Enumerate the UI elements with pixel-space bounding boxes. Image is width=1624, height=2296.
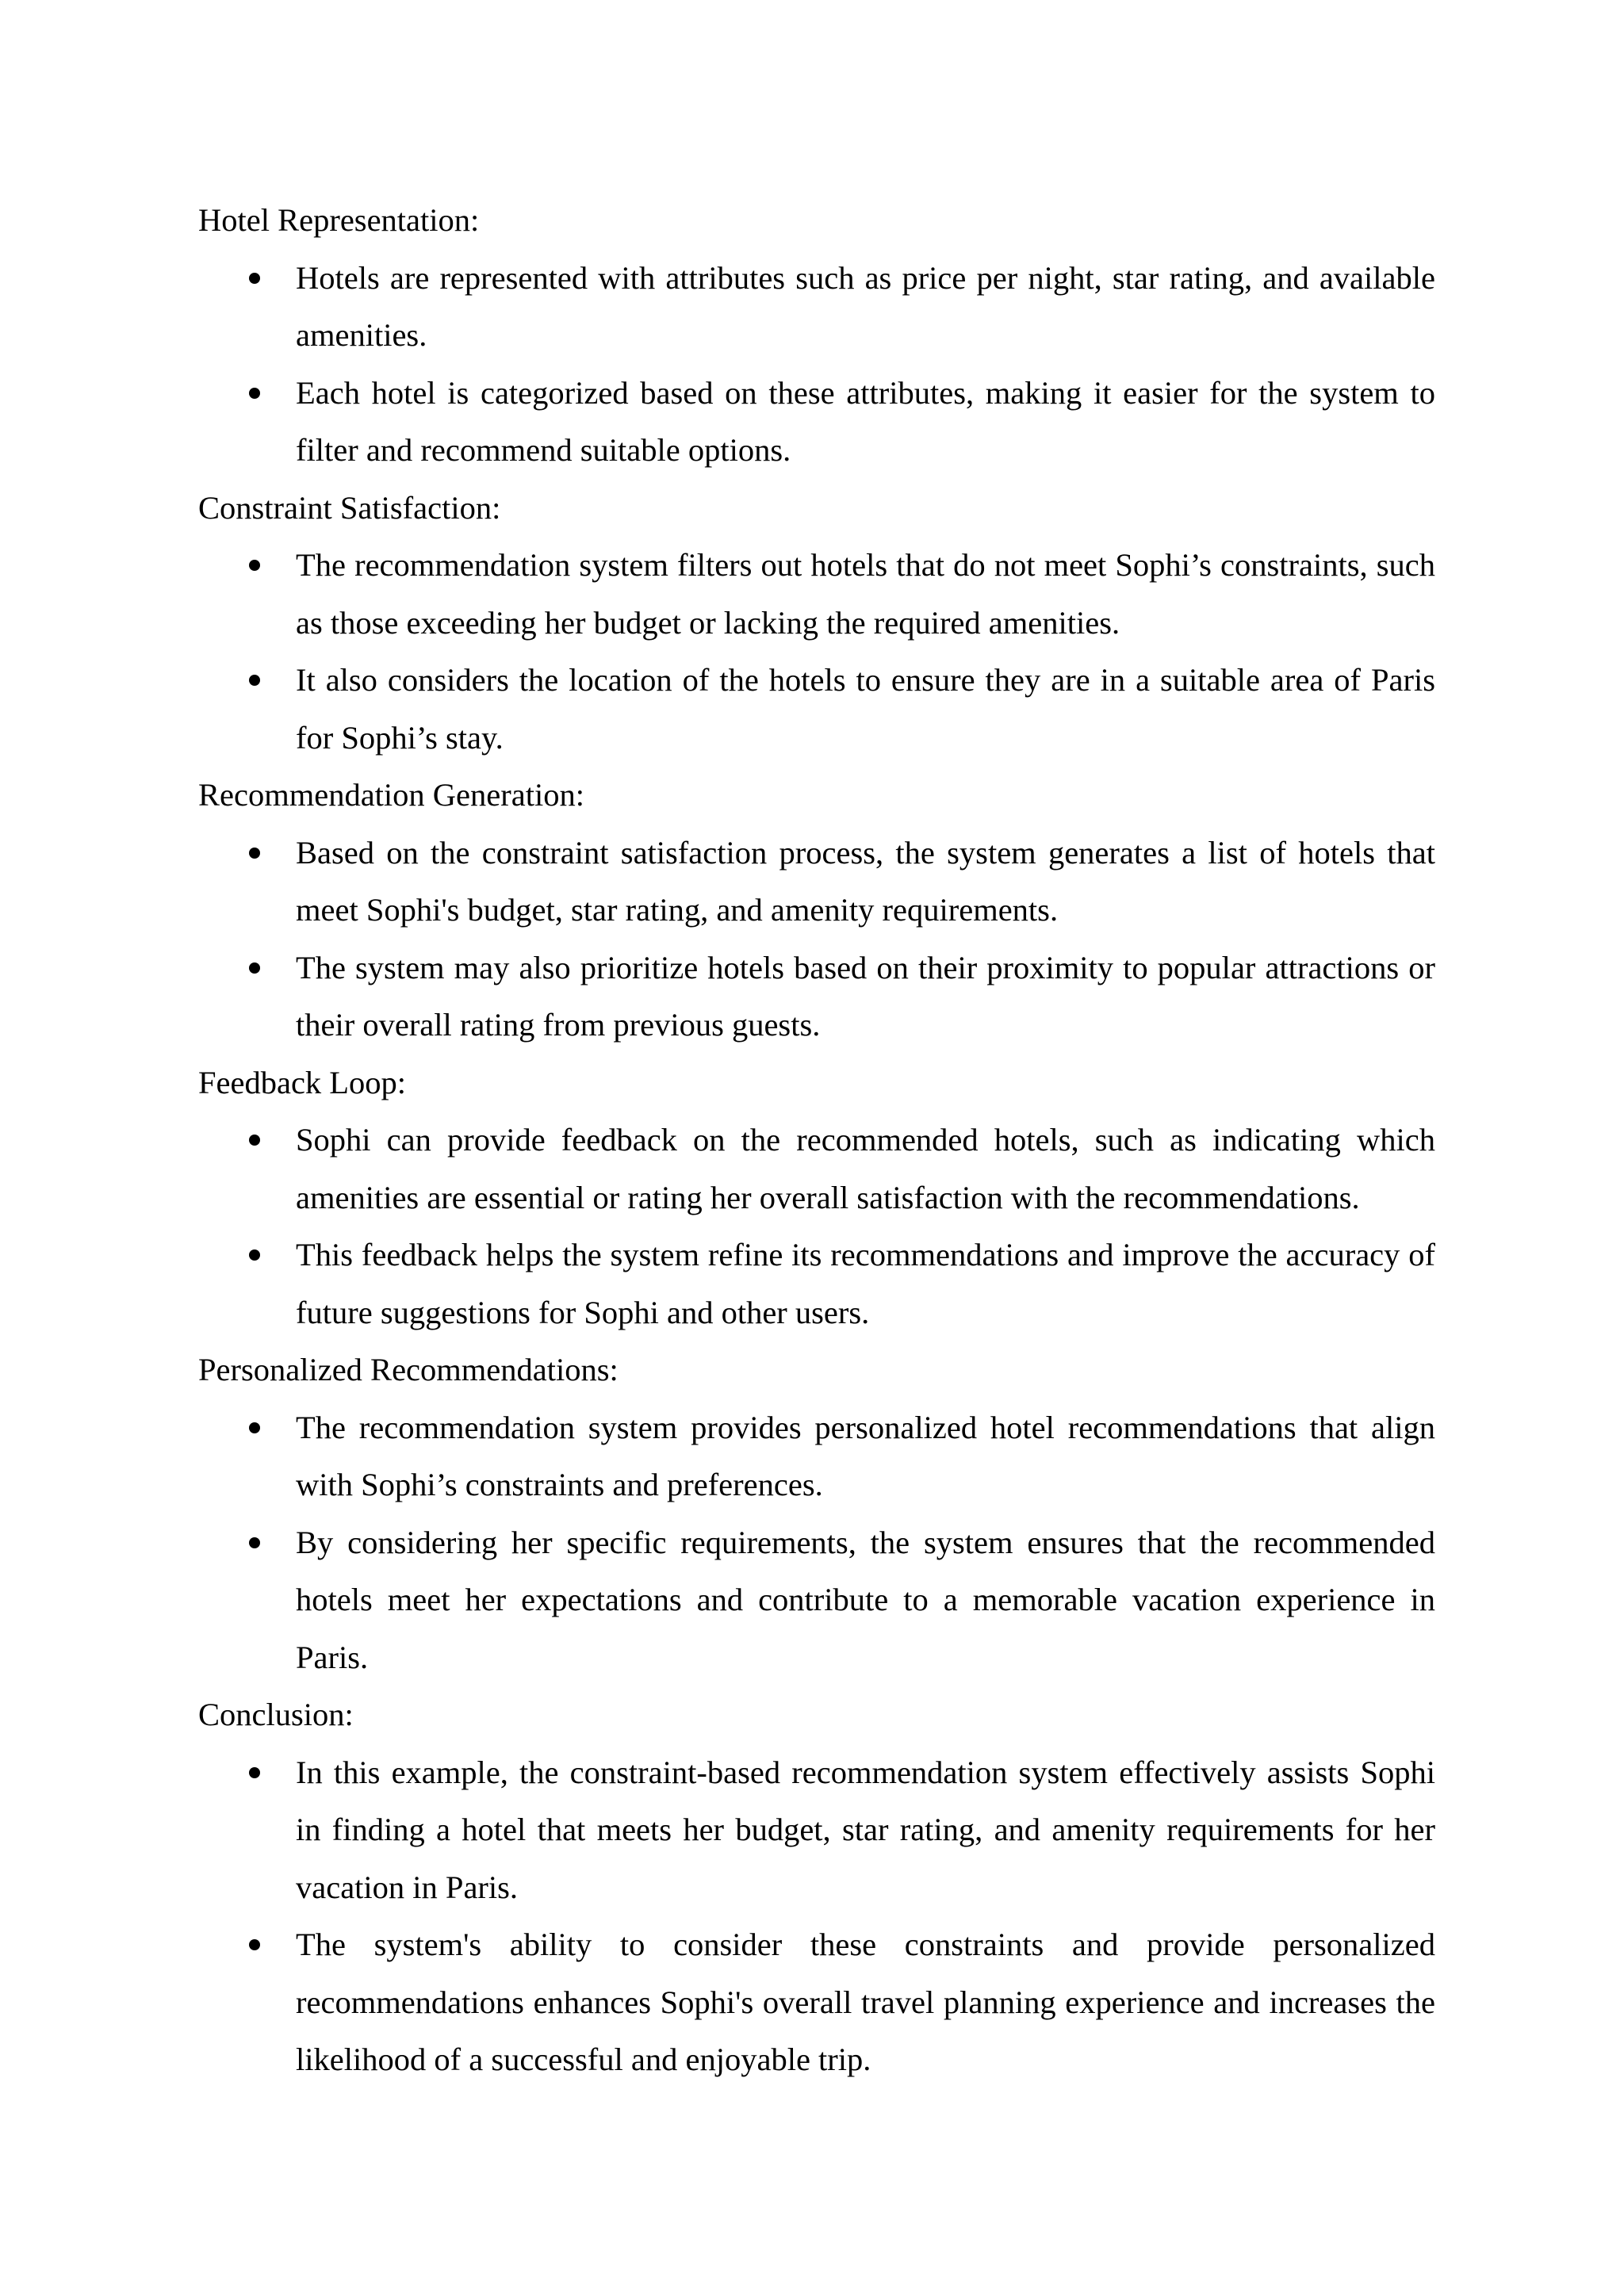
section-heading: Conclusion: bbox=[198, 1697, 354, 1732]
bullet-icon bbox=[249, 388, 260, 399]
list-item bbox=[198, 1514, 1435, 1687]
list-item-text: The system may also prioritize hotels based on their proximity to popular attractions or their overall rating from previous guests. bbox=[296, 949, 1435, 1043]
document-content bbox=[198, 192, 1435, 2089]
bullet-icon bbox=[249, 848, 260, 859]
bullet-icon bbox=[249, 1135, 260, 1146]
bullet-list bbox=[198, 1399, 1435, 1687]
list-item bbox=[198, 365, 1435, 480]
bullet-list bbox=[198, 1112, 1435, 1341]
list-item-text: It also considers the location of the hotels to ensure they are in a suitable area of Paris for Sophi’s stay. bbox=[296, 662, 1435, 756]
list-item-text: Sophi can provide feedback on the recommended hotels, such as indicating which amenities are essential or rating her overall satisfaction with the recommendations. bbox=[296, 1122, 1435, 1215]
bullet-icon bbox=[249, 1767, 260, 1778]
list-item bbox=[198, 1399, 1435, 1514]
section-hotel-representation bbox=[198, 192, 1435, 480]
list-item-text: The recommendation system filters out hotels that do not meet Sophi’s constraints, such as those exceeding her budget or lacking the required amenities. bbox=[296, 547, 1435, 641]
section-constraint-satisfaction bbox=[198, 480, 1435, 767]
list-item-text: The recommendation system provides personalized hotel recommendations that align with Sophi’s constraints and preferences. bbox=[296, 1409, 1435, 1502]
list-item bbox=[198, 537, 1435, 652]
list-item bbox=[198, 250, 1435, 365]
section-feedback-loop bbox=[198, 1054, 1435, 1342]
section-heading: Personalized Recommendations: bbox=[198, 1352, 619, 1387]
section-heading: Constraint Satisfaction: bbox=[198, 489, 501, 526]
list-item-text: The system's ability to consider these constraints and provide personalized recommendations enhances Sophi's overall travel planning experience and increases the likelihood of a successful and enjoyable trip. bbox=[296, 1927, 1435, 2077]
list-item bbox=[198, 1226, 1435, 1341]
bullet-icon bbox=[249, 1537, 260, 1548]
section-heading: Recommendation Generation: bbox=[198, 777, 584, 813]
list-item bbox=[198, 939, 1435, 1054]
bullet-icon bbox=[249, 560, 260, 571]
list-item-text: This feedback helps the system refine its recommendations and improve the accuracy of future suggestions for Sophi and other users. bbox=[296, 1237, 1435, 1330]
list-item bbox=[198, 652, 1435, 767]
section-conclusion bbox=[198, 1686, 1435, 2089]
list-item bbox=[198, 1112, 1435, 1226]
bullet-list bbox=[198, 1744, 1435, 2089]
bullet-list bbox=[198, 537, 1435, 767]
bullet-icon bbox=[249, 273, 260, 284]
list-item bbox=[198, 1916, 1435, 2089]
list-item-text: In this example, the constraint-based recommendation system effectively assists Sophi in finding a hotel that meets her budget, star rating, and amenity requirements for her vacation in Paris. bbox=[296, 1754, 1435, 1905]
list-item-text: Each hotel is categorized based on these attributes, making it easier for the system to filter and recommend suitable options. bbox=[296, 374, 1435, 468]
list-item-text: Hotels are represented with attributes such as price per night, star rating, and available amenities. bbox=[296, 259, 1435, 353]
section-heading: Feedback Loop: bbox=[198, 1064, 407, 1100]
bullet-icon bbox=[249, 1249, 260, 1261]
section-personalized-recommendations bbox=[198, 1341, 1435, 1686]
bullet-icon bbox=[249, 962, 260, 974]
list-item-text: Based on the constraint satisfaction process, the system generates a list of hotels that meet Sophi's budget, star rating, and amenity requirements. bbox=[296, 834, 1435, 928]
list-item bbox=[198, 825, 1435, 939]
list-item-text: By considering her specific requirements, the system ensures that the recommended hotels meet her expectations and contribute to a memorable vacation experience in Paris. bbox=[296, 1524, 1435, 1675]
bullet-icon bbox=[249, 1939, 260, 1950]
bullet-list bbox=[198, 825, 1435, 1054]
list-item bbox=[198, 1744, 1435, 1917]
bullet-icon bbox=[249, 675, 260, 686]
section-recommendation-generation bbox=[198, 767, 1435, 1054]
bullet-list bbox=[198, 250, 1435, 480]
bullet-icon bbox=[249, 1422, 260, 1433]
section-heading: Hotel Representation: bbox=[198, 202, 480, 238]
